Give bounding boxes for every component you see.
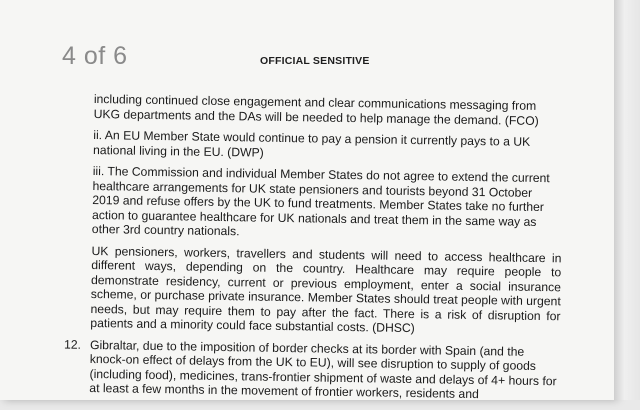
page-edge-shadow: [614, 0, 640, 400]
paragraph-continuation: including continued close engagement and clear communications messaging from UKG departments and the DAs will be needed to help manage the demand. (FCO): [93, 92, 539, 128]
paragraph-ii: ii. An EU Member State would continue to pay a pension it currently pays to a UK national living in the EU. (DWP): [92, 127, 531, 160]
document-body: [63, 92, 564, 410]
item-12-text: Gibraltar, due to the imposition of border checks at its border with Spain (and the knock-on effect of delays from the UK to EU), will see disruption to supply of goods (including food), medicines, trans-frontier shipment of waste and delays of 4+ hours for at least a few months in the movement of frontier workers, residents and: [89, 337, 557, 402]
paragraph-healthcare: UK pensioners, workers, travellers and students will need to access healthcare in different ways, depending on the country. Healthcare may require people to demonstrate residency, current or previous employment, enter a social insurance scheme, or purchase private insurance. Member States should treat people with urgent needs, but may require them to pay after the fact. There is a risk of disruption for patients and a minority could face substantial costs. (DHSC): [90, 243, 562, 336]
paragraph-iii: iii. The Commission and individual Member States do not agree to extend the current healthcare arrangements for UK state pensioners and tourists beyond 31 October 2019 and refuse offers by the UK to fund treatments. Member States take no further action to guarantee healthcare for UK nationals and treat them in the same way as other 3rd country nationals.: [91, 163, 550, 239]
item-number: 12.: [63, 337, 82, 352]
numbered-item-12: [63, 337, 560, 403]
page-indicator: 4 of 6: [62, 42, 128, 70]
classification-marking: OFFICIAL SENSITIVE: [260, 55, 370, 67]
